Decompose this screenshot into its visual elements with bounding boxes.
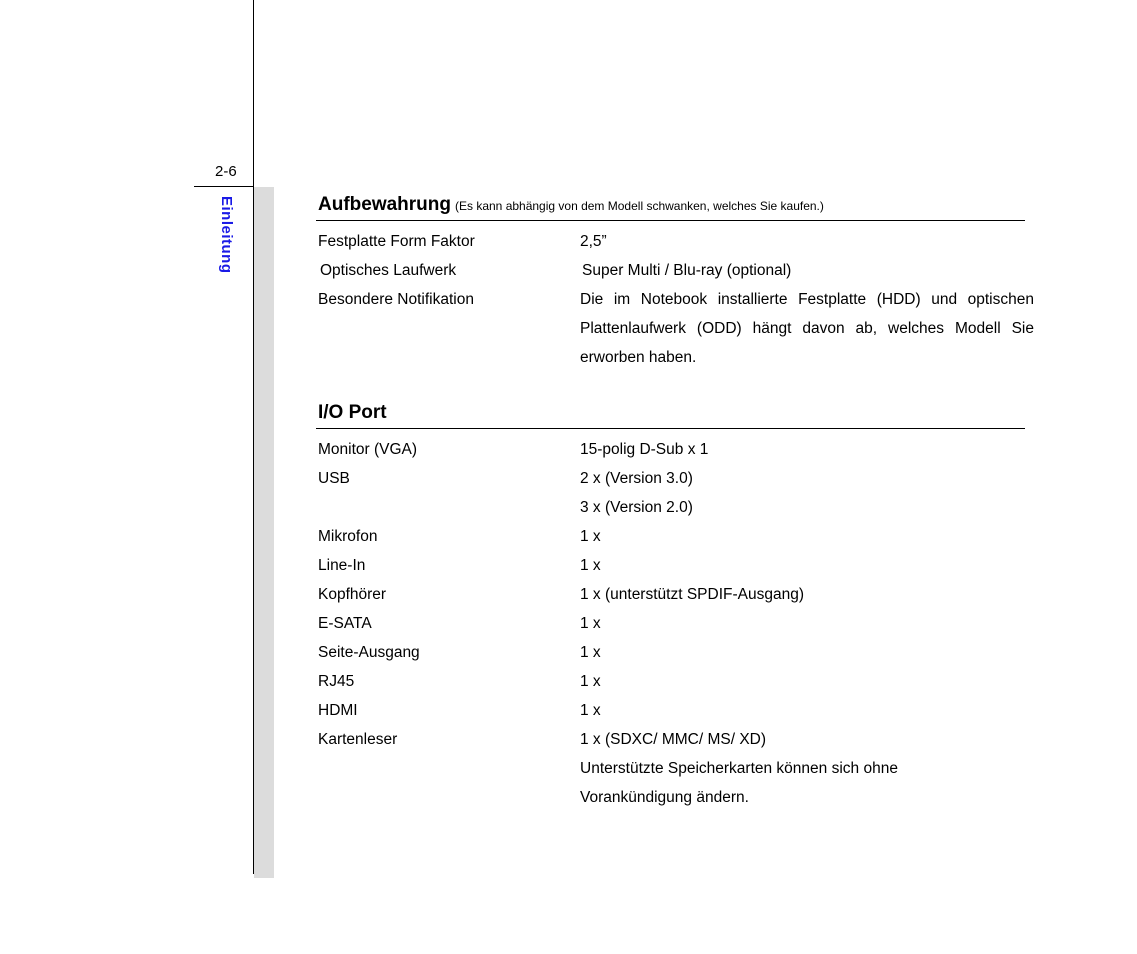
spec-row (316, 638, 1034, 667)
spec-row (316, 725, 1034, 754)
page-number: 2-6 (215, 163, 237, 180)
section-heading: Aufbewahrung (318, 194, 451, 215)
spec-value: Vorankündigung ändern. (580, 789, 749, 806)
spec-value: 2,5” (580, 233, 607, 250)
spec-row (316, 285, 1034, 372)
spec-row (316, 493, 1034, 522)
spec-label: Optisches Laufwerk (320, 262, 457, 279)
storage-section (316, 194, 1034, 372)
spec-value: 1 x (580, 557, 601, 574)
spec-value: 1 x (580, 644, 601, 661)
side-bar (254, 187, 274, 878)
section-rule (316, 220, 1025, 221)
spec-content (316, 194, 1034, 812)
spec-label: E-SATA (318, 615, 372, 632)
spec-label: Besondere Notifikation (318, 291, 474, 308)
spec-row (316, 783, 1034, 812)
section-note: (Es kann abhängig von dem Modell schwanken, welches Sie kaufen.) (455, 199, 824, 213)
spec-label: Kartenleser (318, 731, 398, 748)
spec-value: Super Multi / Blu-ray (optional) (582, 262, 792, 279)
spec-label: USB (318, 470, 350, 487)
section-title (316, 194, 1034, 220)
io-port-section (316, 402, 1034, 812)
spec-value: 3 x (Version 2.0) (580, 499, 693, 516)
spec-row (316, 227, 1034, 256)
spec-label (316, 493, 580, 522)
spec-label: Monitor (VGA) (318, 441, 418, 458)
spec-label: Line-In (318, 557, 366, 574)
spec-label (316, 754, 580, 783)
spec-value: Unterstützte Speicherkarten können sich ohne (580, 760, 898, 777)
spec-value: 1 x (SDXC/ MMC/ MS/ XD) (580, 731, 767, 748)
spec-value: 15-polig D-Sub x 1 (580, 441, 709, 458)
spec-row (316, 256, 1034, 285)
spec-value: 1 x (580, 528, 601, 545)
spec-value: Die im Notebook installierte Festplatte (HDD) und optischen Plattenlaufwerk (ODD) hängt davon ab, welches Modell Sie erworben haben. (580, 291, 1034, 366)
spec-value: 1 x (580, 615, 601, 632)
spec-value: 1 x (unterstützt SPDIF-Ausgang) (580, 586, 804, 603)
spec-row (316, 667, 1034, 696)
spec-row (316, 609, 1034, 638)
spec-row (316, 551, 1034, 580)
spec-label: Mikrofon (318, 528, 378, 545)
spec-value: 2 x (Version 3.0) (580, 470, 693, 487)
spec-row (316, 754, 1034, 783)
spec-label: RJ45 (318, 673, 355, 690)
spec-value: 1 x (580, 673, 601, 690)
spec-label: Kopfhörer (318, 586, 387, 603)
spec-row (316, 696, 1034, 725)
section-rule (316, 428, 1025, 429)
chapter-label: Einleitung (218, 196, 235, 274)
spec-row (316, 580, 1034, 609)
spec-label: Seite-Ausgang (318, 644, 420, 661)
spec-label (316, 783, 580, 812)
spec-row (316, 435, 1034, 464)
spec-value: 1 x (580, 702, 601, 719)
spec-row (316, 522, 1034, 551)
section-title (316, 402, 1034, 428)
section-heading: I/O Port (318, 402, 387, 423)
page-number-rule (194, 186, 253, 187)
spec-label: HDMI (318, 702, 358, 719)
spec-label: Festplatte Form Faktor (318, 233, 475, 250)
spec-row (316, 464, 1034, 493)
